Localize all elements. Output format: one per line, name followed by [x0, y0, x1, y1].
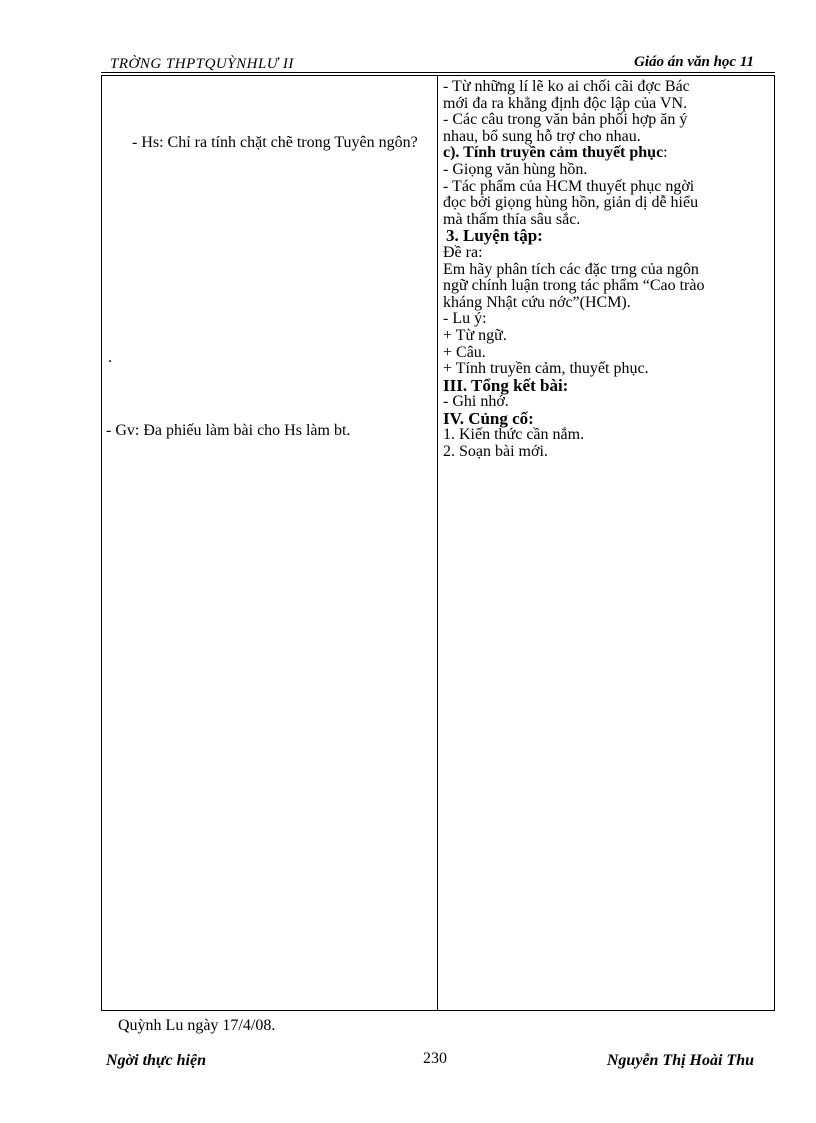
content-line: - Tác phẩm của HCM thuyết phục ngời: [443, 177, 695, 195]
column-divider: [437, 76, 438, 1010]
subject-header: Giáo án văn học 11: [633, 54, 754, 70]
performer-label: Ngời thực hiện: [106, 1052, 206, 1069]
content-line: - Các câu trong văn bản phối hợp ăn ý: [443, 111, 688, 129]
place-date: Quỳnh Lu ngày 17/4/08.: [118, 1017, 276, 1034]
content-line: mới đa ra khẳng định độc lập của VN.: [443, 94, 688, 112]
content-line: - Giọng văn hùng hồn.: [443, 160, 588, 178]
consolidation-heading: IV. Củng cố:: [443, 408, 534, 428]
student-question: - Hs: Chỉ ra tính chặt chẽ trong Tuyên ngôn?: [132, 134, 418, 151]
content-line: Đề ra:: [443, 243, 483, 261]
author-name: Nguyễn Thị Hoài Thu: [606, 1052, 754, 1069]
page-number: 230: [423, 1050, 447, 1067]
section-c-title: c). Tính truyền cảm thuyết phục: [443, 144, 664, 162]
content-line: + Từ ngữ.: [443, 326, 507, 344]
content-column: [443, 79, 768, 461]
content-line: 1. Kiến thức cần nắm.: [443, 426, 585, 444]
lesson-table: [101, 75, 775, 1011]
content-line: + Câu.: [443, 343, 486, 361]
content-line: + Tính truyền cảm, thuyết phục.: [443, 360, 649, 378]
header-rule: [101, 72, 775, 73]
content-line: 2. Soạn bài mới.: [443, 443, 548, 461]
teacher-instruction: - Gv: Đa phiếu làm bài cho Hs làm bt.: [106, 422, 351, 439]
content-line: - Ghi nhớ.: [443, 393, 509, 411]
stray-dot: .: [108, 349, 112, 366]
teacher-activity-column: [102, 76, 437, 1010]
section-c-heading: [443, 145, 768, 162]
content-line: kháng Nhật cứu nớc”(HCM).: [443, 293, 631, 311]
content-line: ngữ chính luận trong tác phẩm “Cao trào: [443, 277, 705, 295]
school-header: TRỜNG THPTQUỲNHLƯ II: [110, 56, 294, 72]
practice-heading: 3. Luyện tập:: [446, 226, 543, 246]
content-line: Em hãy phân tích các đặc trng của ngôn: [443, 260, 699, 278]
summary-heading: III. Tổng kết bài:: [443, 375, 569, 395]
content-line: nhau, bổ sung hỗ trợ cho nhau.: [443, 127, 641, 145]
content-line: mà thấm thía sâu sắc.: [443, 210, 581, 228]
content-line: đọc bởi giọng hùng hồn, giản dị dễ hiểu: [443, 194, 699, 212]
content-line: - Lu ý:: [443, 310, 487, 328]
section-c-colon: :: [663, 144, 668, 162]
content-line: - Từ những lí lẽ ko ai chối cãi đợc Bác: [443, 78, 690, 95]
